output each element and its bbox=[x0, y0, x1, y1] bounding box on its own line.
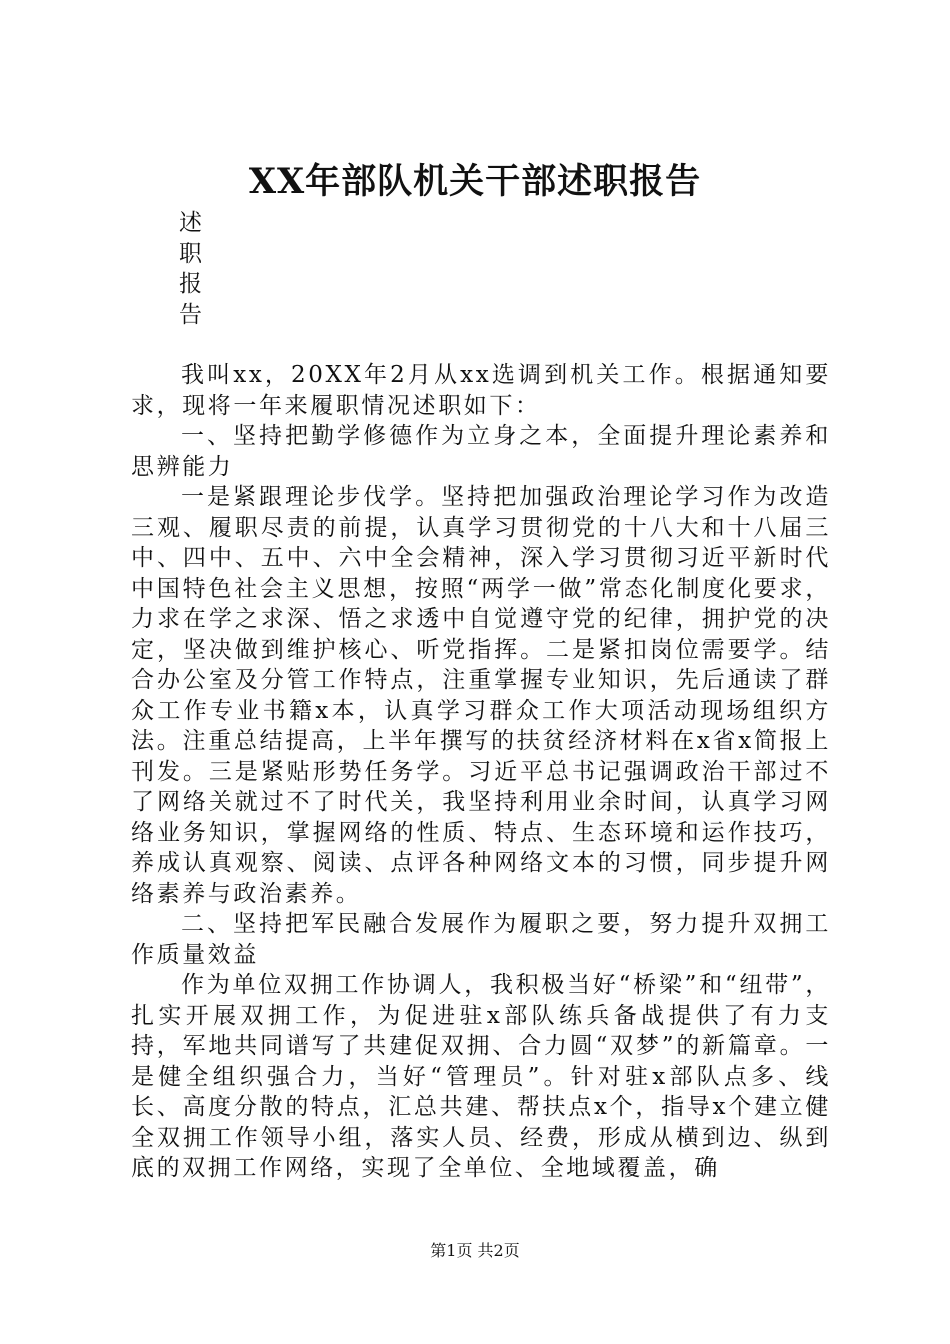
paragraph-section-2: 作为单位双拥工作协调人，我积极当好“桥梁”和“纽带”，扎实开展双拥工作，为促进驻x部队练兵备战提供了有力支持，军地共同谱写了共建促双拥、合力圆“双梦”的新篇章。一是健全组织强合力，当好“管理员”。针对驻x部队点多、线长、高度分散的特点，汇总共建、帮扶点x个，指导x个建立健全双拥工作领导小组，落实人员、经费，形成从横到边、纵到底的双拥工作网络，实现了全单位、全地域覆盖，确 bbox=[131, 972, 831, 1181]
page-footer: 第1页 共2页 bbox=[430, 1241, 520, 1260]
heading-char: 述 bbox=[179, 210, 202, 236]
document-body bbox=[131, 360, 831, 1184]
heading-char: 报 bbox=[179, 271, 202, 297]
document-title: XX年部队机关干部述职报告 bbox=[248, 161, 702, 202]
section-heading-2: 二、坚持把军民融合发展作为履职之要，努力提升双拥工作质量效益 bbox=[131, 911, 831, 968]
paragraph-section-1: 一是紧跟理论步伐学。坚持把加强政治理论学习作为改造三观、履职尽责的前提，认真学习贯彻党的十八大和十八届三中、四中、五中、六中全会精神，深入学习贯彻习近平新时代中国特色社会主义思想，按照“两学一做”常态化制度化要求，力求在学之求深、悟之求透中自觉遵守党的纪律，拥护党的决定，坚决做到维护核心、听党指挥。二是紧扣岗位需要学。结合办公室及分管工作特点，注重掌握专业知识，先后通读了群众工作专业书籍x本，认真学习群众工作大项活动现场组织方法。注重总结提高，上半年撰写的扶贫经济材料在x省x简报上刊发。三是紧贴形势任务学。习近平总书记强调政治干部过不了网络关就过不了时代关，我坚持利用业余时间，认真学习网络业务知识，掌握网络的性质、特点、生态环境和运作技巧，养成认真观察、阅读、点评各种网络文本的习惯，同步提升网络素养与政治素养。 bbox=[131, 484, 831, 907]
section-heading-1: 一、坚持把勤学修德作为立身之本，全面提升理论素养和思辨能力 bbox=[131, 423, 831, 480]
paragraph-intro: 我叫xx，20XX年2月从xx选调到机关工作。根据通知要求，现将一年来履职情况述职如下： bbox=[131, 362, 831, 419]
heading-char: 告 bbox=[179, 301, 202, 328]
heading-char: 职 bbox=[179, 240, 202, 267]
vertical-heading bbox=[179, 208, 219, 330]
